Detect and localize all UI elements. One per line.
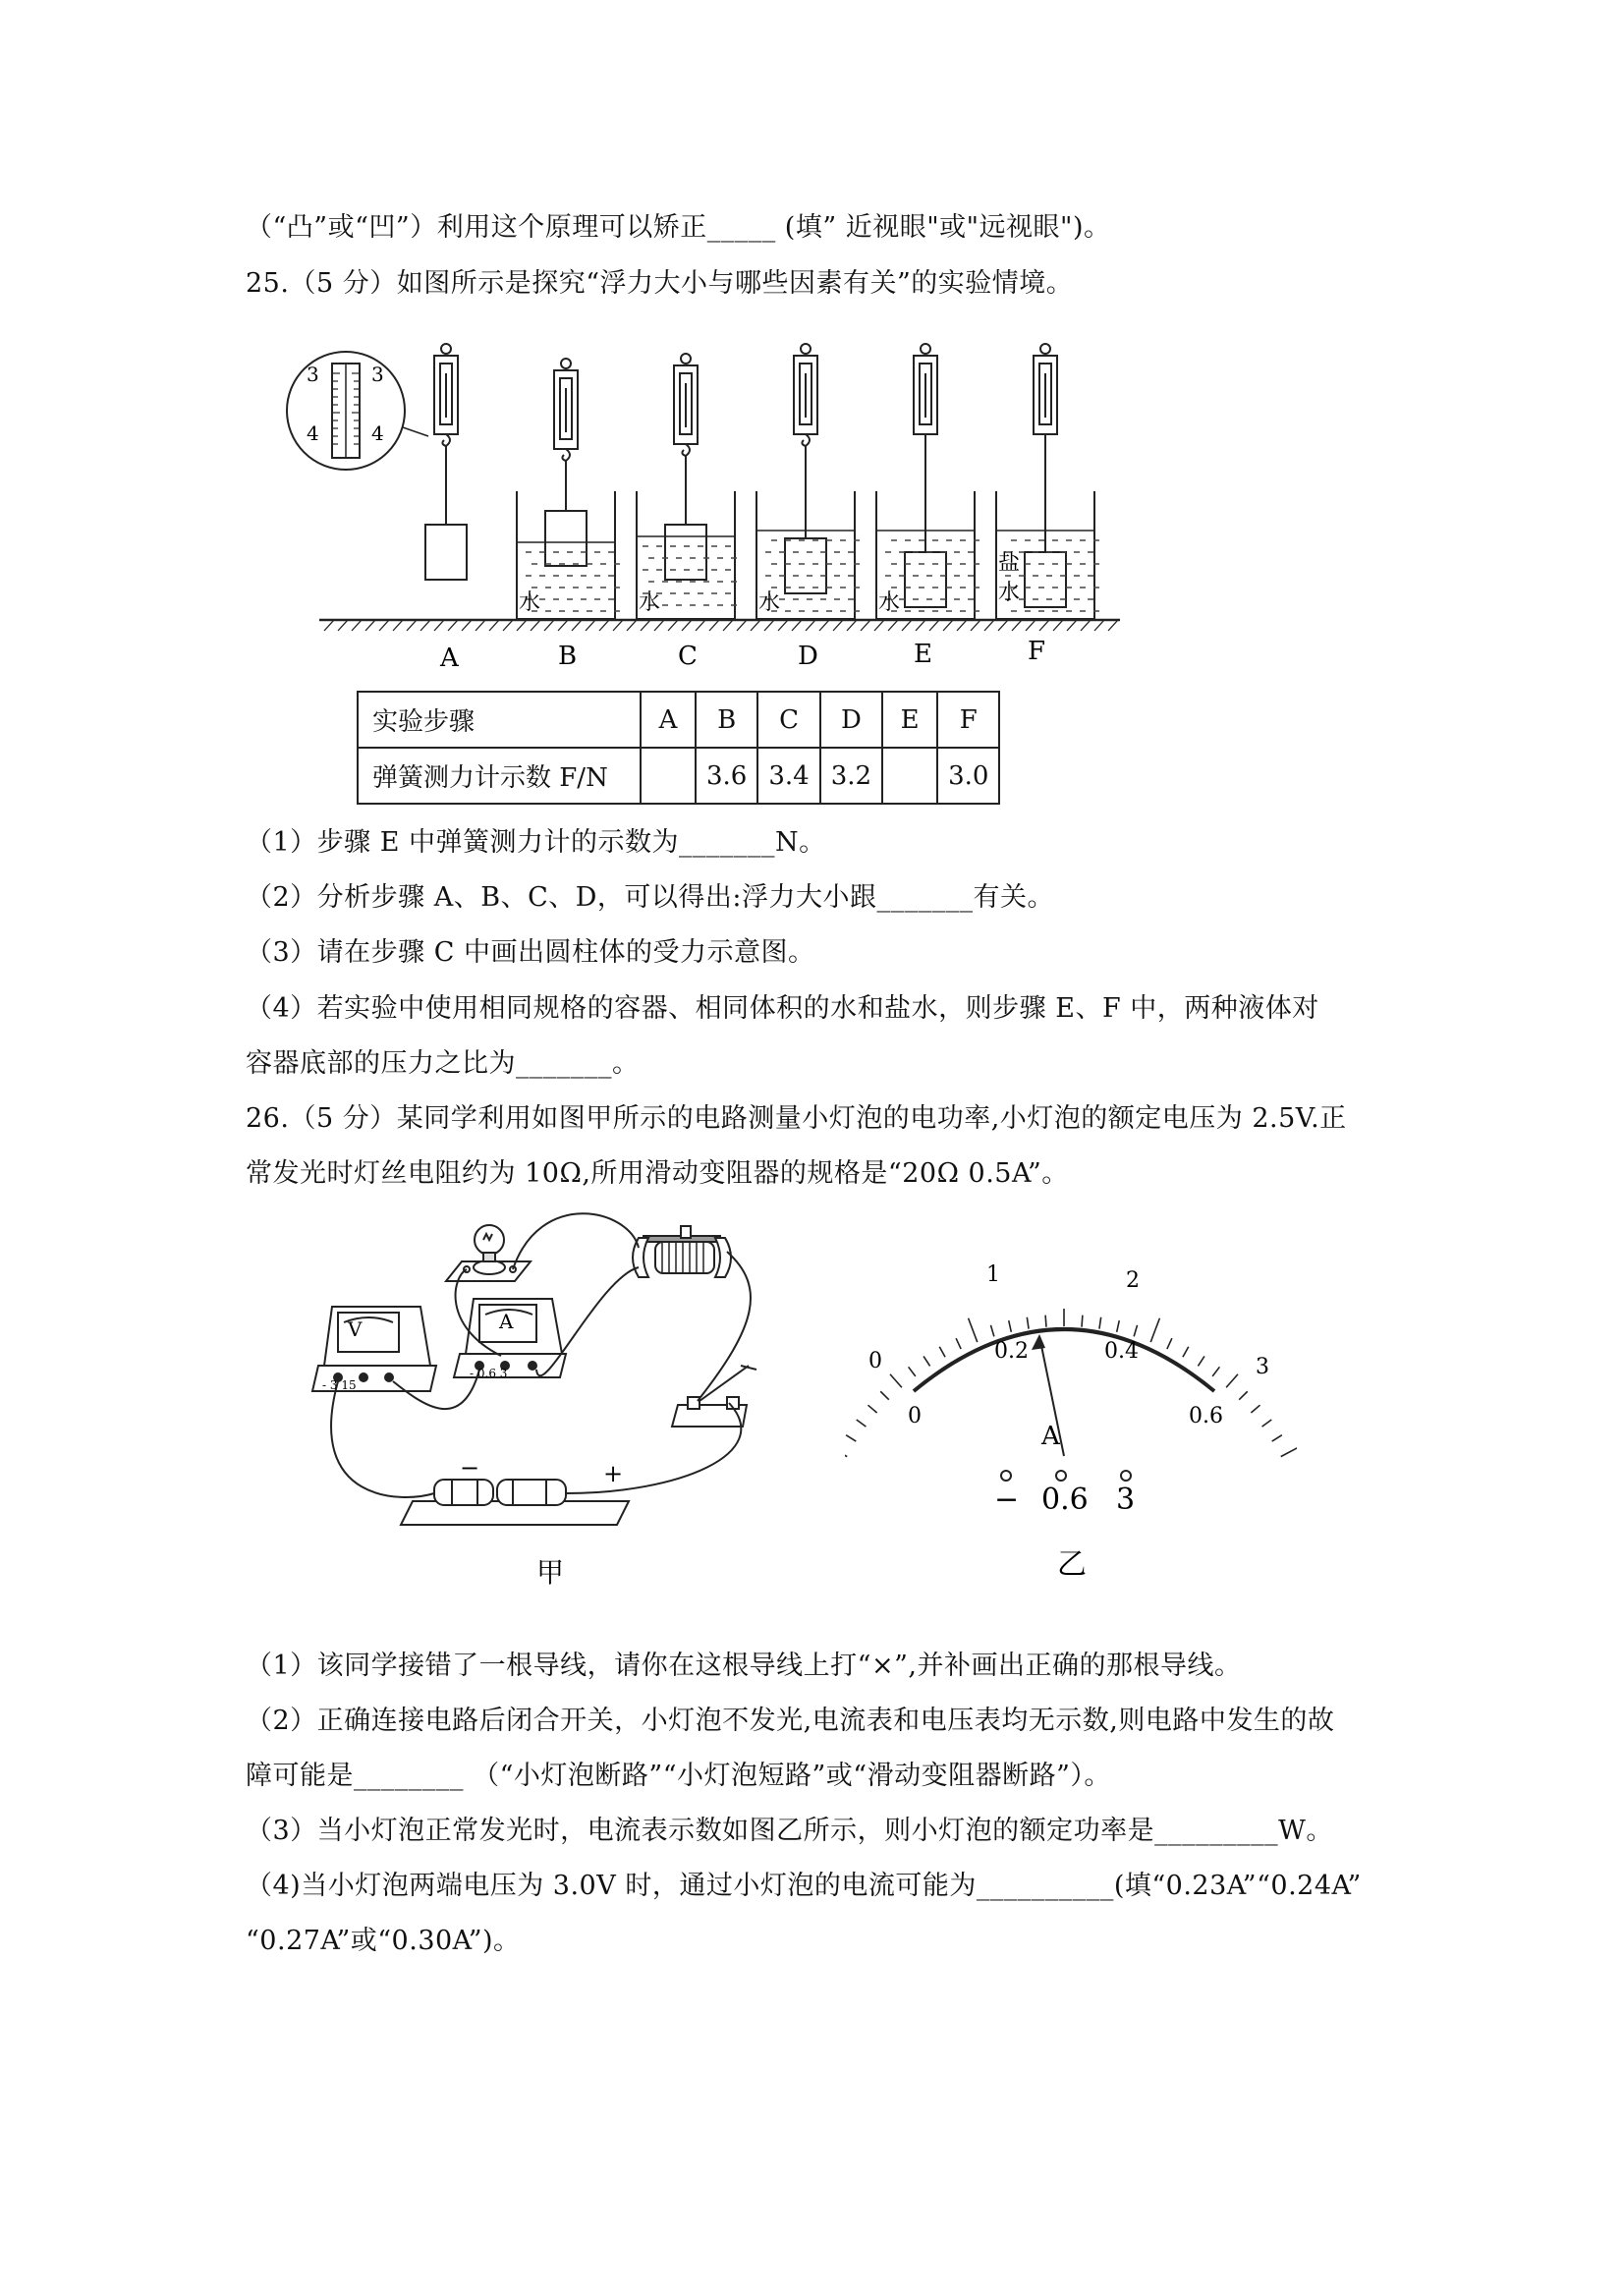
question-26-header: 26.（5 分）某同学利用如图甲所示的电路测量小灯泡的电功率,小灯泡的额定电压为 2.5V.正 [246,1103,1347,1134]
terminal-label: − [994,1483,1020,1517]
table-cell: E [882,692,937,748]
question-25-3: （3）请在步骤 C 中画出圆柱体的受力示意图。 [246,937,815,968]
scale-top-label: 1 [986,1262,1000,1287]
water-label: 水 [519,590,541,615]
zoom-tick: 4 [307,421,319,445]
zoom-tick: 4 [371,421,384,445]
table-cell: B [696,692,757,748]
terminal-label: 0.6 [1041,1483,1089,1517]
step-label: E [914,640,932,669]
circuit-figure [305,1208,815,1592]
step-label: A [440,644,459,673]
experiment-table [357,691,1000,805]
water-label: 水 [878,590,901,615]
battery-minus: − [460,1454,480,1482]
bulb-icon [446,1225,531,1281]
question-26-4-cont: “0.27A”或“0.30A”)。 [246,1926,521,1956]
ammeter-label: A [499,1310,514,1333]
step-label: F [1028,637,1046,666]
question-25-1: （1）步骤 E 中弹簧测力计的示数为_______N。 [246,827,826,858]
question-26-4: （4)当小灯泡两端电压为 3.0V 时，通过小灯泡的电流可能为__________(填“0.23A”“0.24A” [246,1871,1362,1901]
question-25-2: （2）分析步骤 A、B、C、D，可以得出:浮力大小跟_______有关。 [246,882,1055,913]
table-cell: 3.2 [820,748,882,804]
table-row [358,748,999,804]
step-label: B [558,642,578,671]
text-line-1: （“凸”或“凹”）利用这个原理可以矫正_____ (填” 近视眼"或"远视眼")。 [246,212,1111,243]
switch-icon [672,1366,756,1427]
dial-arc [914,1329,1214,1391]
water-label: 水 [998,581,1021,605]
scale-bottom-label: 0.4 [1104,1339,1139,1364]
question-26-2: （2）正确连接电路后闭合开关，小灯泡不发光,电流表和电压表均无示数,则电路中发生的故 [246,1706,1335,1736]
terminal-label: 3 [1116,1483,1136,1517]
scale-bottom-label: 0.2 [994,1339,1029,1364]
scale-top-label: 3 [1256,1355,1269,1379]
step-label: C [678,642,698,671]
question-26-3: （3）当小灯泡正常发光时，电流表示数如图乙所示，则小灯泡的额定功率是_________W。 [246,1816,1333,1846]
table-cell [641,748,696,804]
buoyancy-experiment-figure [285,334,1149,678]
table-cell [882,748,937,804]
scale-bottom-label: 0 [908,1404,922,1428]
scale-top-label: 2 [1126,1268,1140,1293]
dial-unit-label: A [1041,1422,1060,1451]
figure-jia-label: 甲 [536,1556,565,1589]
voltmeter-terminals: - 3 15 [322,1378,357,1392]
table-cell: D [820,692,882,748]
table-cell: F [937,692,999,748]
question-25-4-cont: 容器底部的压力之比为_______。 [246,1048,640,1079]
ammeter-dial-figure [845,1248,1297,1592]
table-header: 实验步骤 [358,692,641,748]
question-26-1: （1）该同学接错了一根导线，请你在这根导线上打“×”,并补画出正确的那根导线。 [246,1651,1242,1681]
water-label: 水 [758,590,781,615]
question-25-header: 25.（5 分）如图所示是探究“浮力大小与哪些因素有关”的实验情境。 [246,268,1074,299]
table-cell: 3.6 [696,748,757,804]
question-25-4: （4）若实验中使用相同规格的容器、相同体积的水和盐水，则步骤 E、F 中，两种液体对 [246,993,1319,1024]
figure-yi-label: 乙 [1057,1547,1087,1582]
rheostat-icon [633,1226,731,1277]
table-cell: A [641,692,696,748]
table-cell: 3.4 [757,748,819,804]
spring-scales [425,344,1066,607]
zoom-tick: 3 [307,363,319,386]
battery-plus: + [603,1460,624,1487]
voltmeter-label: V [348,1317,363,1341]
table-row [358,692,999,748]
table-header: 弹簧测力计示数 F/N [358,748,641,804]
ammeter-terminals: - 0.6 3 [470,1367,508,1380]
question-26-header-cont: 常发光时灯丝电阻约为 10Ω,所用滑动变阻器的规格是“20Ω 0.5A”。 [246,1158,1069,1189]
table-cell: C [757,692,819,748]
water-label: 水 [639,590,661,615]
salt-label: 盐 [998,551,1021,576]
step-label: D [798,642,818,671]
zoom-tick: 3 [371,363,384,386]
zoom-scale-icon [287,352,428,470]
battery-icon [401,1480,629,1525]
table-cell: 3.0 [937,748,999,804]
question-26-2-cont: 障可能是________ （“小灯泡断路”“小灯泡短路”或“滑动变阻器断路”）。 [246,1761,1111,1791]
scale-bottom-label: 0.6 [1189,1404,1223,1428]
scale-top-label: 0 [868,1349,882,1373]
